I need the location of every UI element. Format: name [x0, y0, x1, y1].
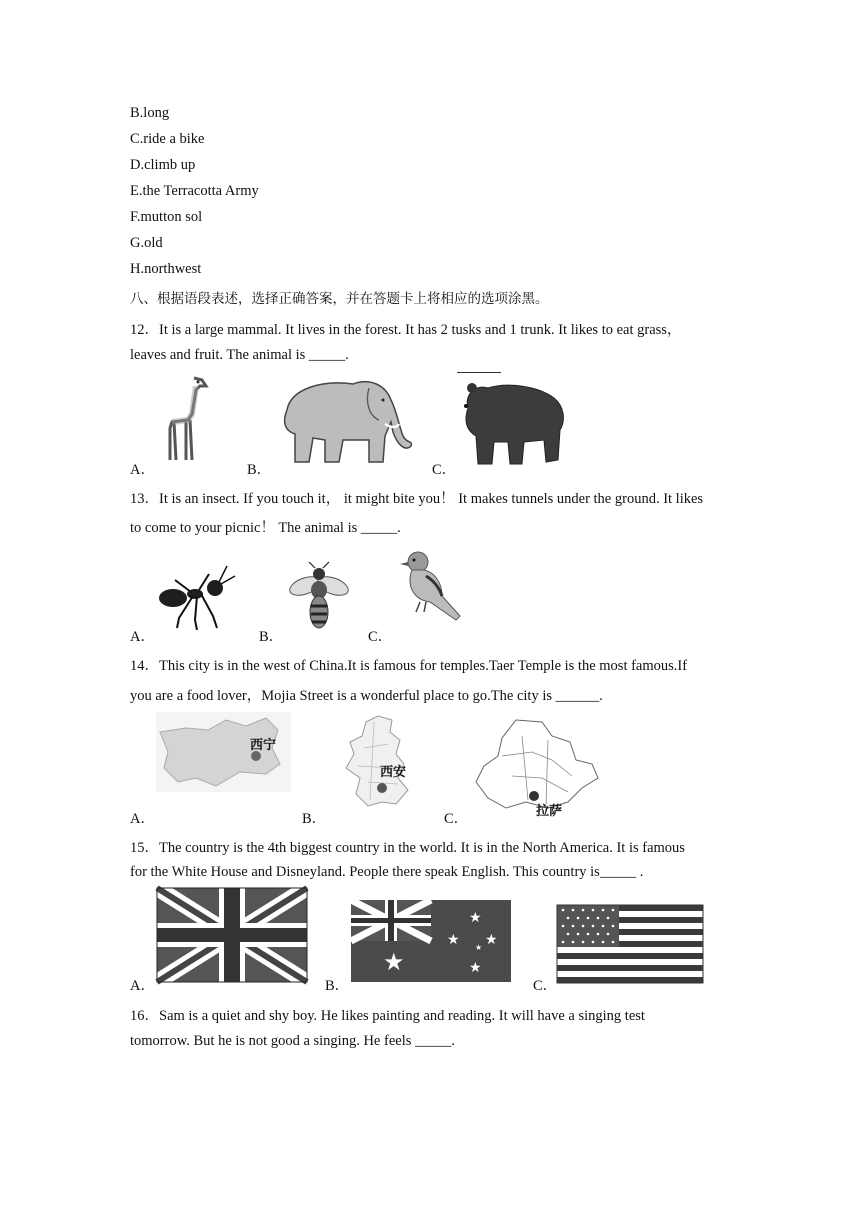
- bear-icon: [458, 380, 566, 468]
- svg-text:★: ★: [383, 948, 405, 976]
- q16-line1: 16．Sam is a quiet and shy boy. He likes painting and reading. It will have a singing test: [130, 1008, 645, 1024]
- q13-line2: to come to your picnic！ The animal is _____.: [130, 520, 401, 536]
- elephant-icon: [273, 374, 418, 466]
- option-e: E.the Terracotta Army: [130, 183, 259, 199]
- q15-label-c: C．: [533, 978, 558, 994]
- svg-text:★: ★: [447, 932, 460, 948]
- q12-line1: 12．It is a large mammal. It lives in the forest. It has 2 tusks and 1 trunk. It likes to eat grass，: [130, 322, 682, 338]
- q14-label-b: B．: [302, 811, 327, 827]
- bee-icon: [285, 560, 353, 634]
- option-f: F.mutton sol: [130, 209, 203, 225]
- q15-label-a: A．: [130, 978, 155, 994]
- svg-text:★: ★: [469, 910, 482, 926]
- q15-label-b: B．: [325, 978, 350, 994]
- option-b: B.long: [130, 105, 170, 121]
- q14-line2: you are a food lover，Mojia Street is a wonderful place to go.The city is ______.: [130, 688, 603, 704]
- map-label-xian: 西安: [380, 765, 407, 780]
- q13-label-c: C．: [368, 629, 393, 645]
- ant-icon: [155, 562, 237, 632]
- uk-flag-icon: [157, 888, 307, 982]
- q15-line1: 15．The country is the 4th biggest country in the world. It is in the North America. It is famous: [130, 840, 685, 856]
- q13-label-b: B．: [259, 629, 284, 645]
- map-label-lhasa: 拉萨: [536, 804, 563, 819]
- blank-line: [457, 372, 501, 373]
- option-d: D.climb up: [130, 157, 196, 173]
- q12-line2: leaves and fruit. The animal is _____.: [130, 347, 349, 363]
- option-h: H.northwest: [130, 261, 202, 277]
- q12-label-c: C．: [432, 462, 457, 478]
- svg-text:★: ★: [469, 960, 482, 976]
- map-label-xining: 西宁: [250, 738, 277, 753]
- option-g: G.old: [130, 235, 163, 251]
- australia-flag-icon: [351, 900, 511, 982]
- svg-text:★: ★: [475, 943, 483, 952]
- q12-label-b: B．: [247, 462, 272, 478]
- svg-text:★: ★: [485, 932, 498, 948]
- q14-line1: 14．This city is in the west of China.It is famous for temples.Taer Temple is the most famous.If: [130, 658, 688, 674]
- section-heading: 八、根据语段表述，选择正确答案，并在答题卡上将相应的选项涂黑。: [130, 291, 549, 307]
- giraffe-icon: [158, 374, 214, 464]
- option-c: C.ride a bike: [130, 131, 205, 147]
- q13-line1: 13．It is an insect. If you touch it， it might bite you！ It makes tunnels under the ground. It likes: [130, 491, 704, 507]
- usa-flag-icon: [557, 905, 703, 983]
- q15-line2: for the White House and Disneyland. People there speak English. This country is_____ .: [130, 864, 644, 880]
- q13-label-a: A．: [130, 629, 155, 645]
- q14-label-a: A．: [130, 811, 155, 827]
- q14-label-c: C．: [444, 811, 469, 827]
- q12-label-a: A．: [130, 462, 155, 478]
- bird-icon: [396, 546, 466, 626]
- map-xian: [338, 712, 426, 808]
- q16-line2: tomorrow. But he is not good a singing. He feels _____.: [130, 1033, 455, 1049]
